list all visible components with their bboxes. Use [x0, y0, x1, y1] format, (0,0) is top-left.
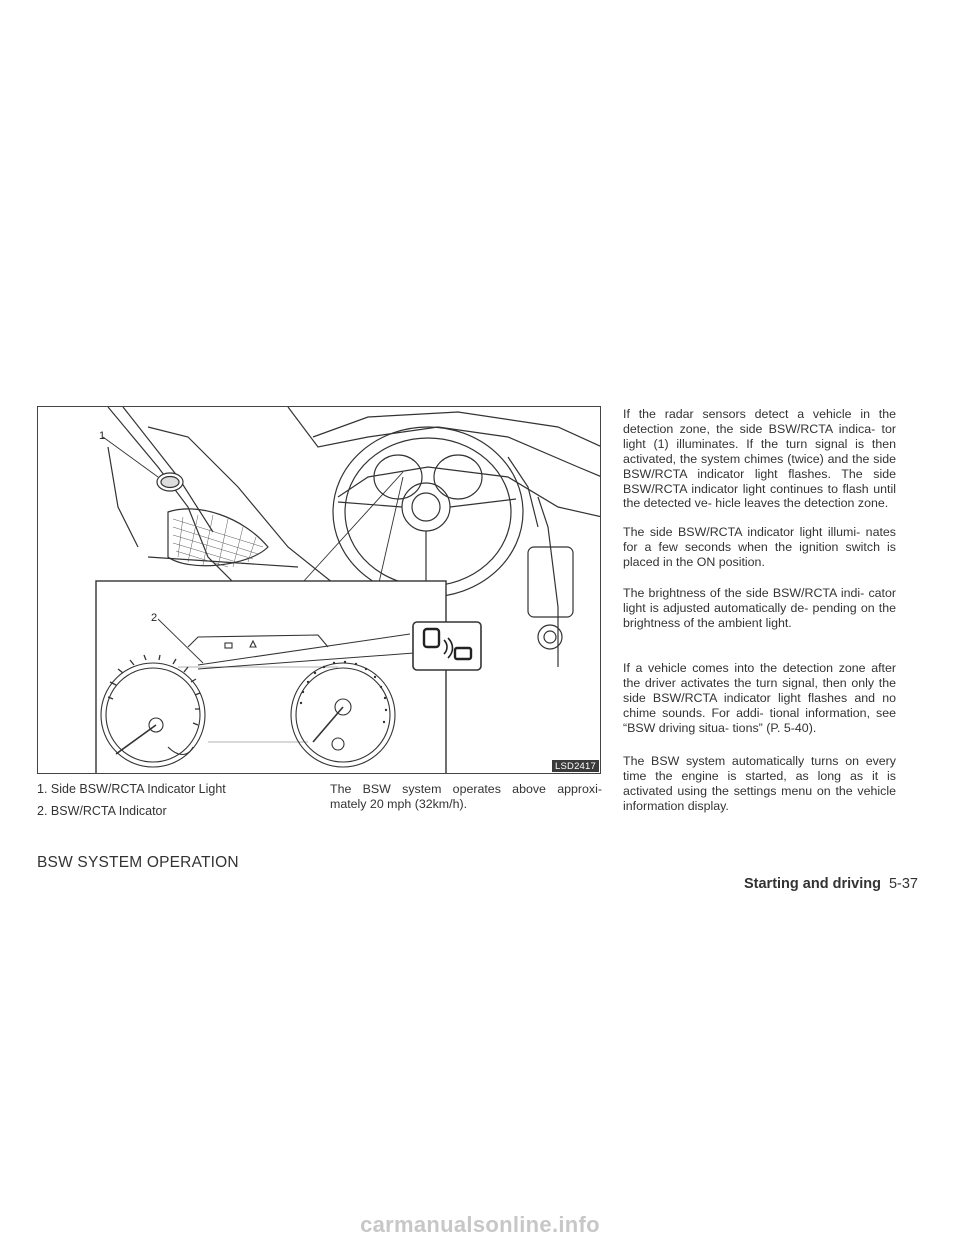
- section-heading: BSW SYSTEM OPERATION: [37, 854, 239, 871]
- col3-paragraph-2: The side BSW/RCTA indicator light illumi- nates for a few seconds when the ignition switch is placed in the ON position.: [623, 525, 896, 569]
- col3-paragraph-1: If the radar sensors detect a vehicle in the detection zone, the side BSW/RCTA indica- tor light (1) illuminates. If the turn signal is then activated, the system chimes (twice) and the side BSW/RCTA indicator light flashes. The side BSW/RCTA indicator light continues to flash until the detected ve- hicle leaves the detection zone.: [623, 407, 896, 511]
- caption-1: 1. Side BSW/RCTA Indicator Light: [37, 782, 226, 796]
- figure-illustration: [37, 406, 601, 774]
- footer-chapter: Starting and driving: [743, 876, 881, 892]
- watermark: carmanualsonline.info: [360, 1212, 600, 1237]
- page-footer: [744, 876, 918, 892]
- footer-page-number: 5-37: [888, 876, 918, 892]
- caption-2: 2. BSW/RCTA Indicator: [37, 804, 167, 818]
- figure-code: LSD2417: [552, 760, 599, 772]
- dashboard-illustration: [38, 407, 601, 774]
- col3-paragraph-4: If a vehicle comes into the detection zone after the driver activates the turn signal, then only the side BSW/RCTA indicator light flashes and no chime sounds. For addi- tional information, see “BSW driving situa- tions” (P. 5-40).: [623, 661, 896, 735]
- col3-paragraph-5: The BSW system automatically turns on every time the engine is started, as long as it is activated using the settings menu on the vehicle information display.: [623, 754, 896, 813]
- col3-paragraph-3: The brightness of the side BSW/RCTA indi- cator light is adjusted automatically de- pending on the brightness of the ambient light.: [623, 586, 896, 630]
- callout-2: 2: [151, 612, 158, 624]
- callout-1: 1: [99, 430, 106, 442]
- col2-paragraph: The BSW system operates above approxi- mately 20 mph (32km/h).: [330, 782, 602, 811]
